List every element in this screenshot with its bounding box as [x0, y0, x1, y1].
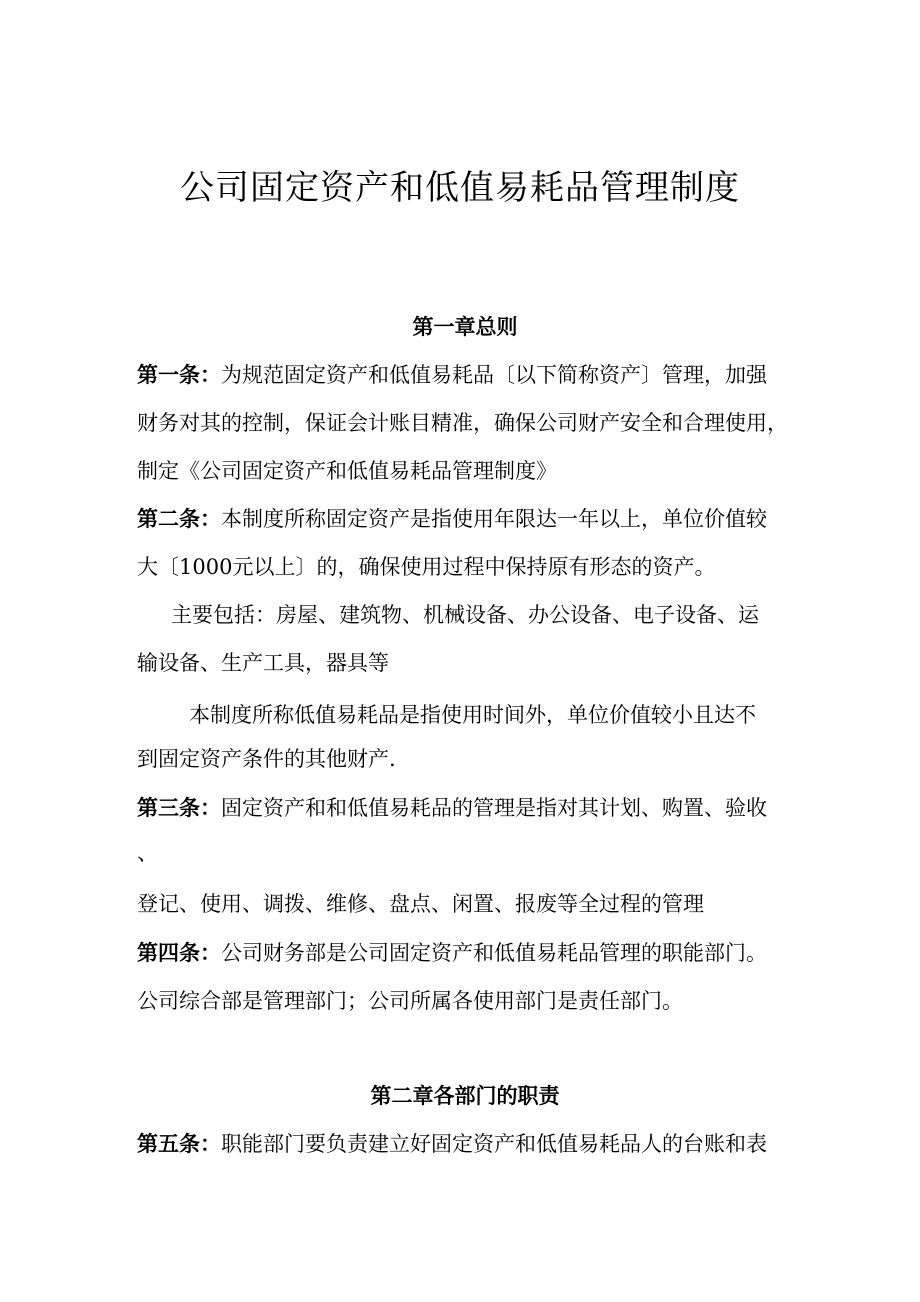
article-2-line-1 [137, 502, 837, 536]
article-2-label: 第二条： [137, 506, 221, 531]
chapter-1-heading: 第一章总则 [412, 314, 518, 339]
article-3-line-1 [137, 791, 837, 825]
article-3-label: 第三条： [137, 795, 221, 820]
article-2-line-4: 输设备、生产工具，器具等 [137, 651, 389, 675]
article-4-label: 第四条： [137, 940, 221, 965]
article-5-text-1: 职能部门要负责建立好固定资产和低值易耗品人的台账和表 [221, 1132, 767, 1156]
article-2-line-5: 本制度所称低值易耗品是指使用时间外，单位价值较小且达不 [189, 703, 756, 727]
chapter-2-heading: 第二章各部门的职责 [370, 1083, 560, 1108]
article-3-line-3: 登记、使用、调拨、维修、盘点、闲置、报废等全过程的管理 [137, 892, 704, 916]
article-2-line-3: 主要包括：房屋、建筑物、机械设备、办公设备、电子设备、运 [171, 603, 759, 627]
article-2-line-6: 到固定资产条件的其他财产. [137, 747, 396, 771]
article-4-text-1: 公司财务部是公司固定资产和低值易耗品管理的职能部门。 [221, 941, 767, 965]
article-2-text-1: 本制度所称固定资产是指使用年限达一年以上，单位价值较 [221, 507, 767, 531]
article-1-label: 第一条： [137, 362, 221, 387]
article-1-line-1 [137, 358, 837, 392]
article-3-line-2: 、 [137, 841, 158, 865]
article-4-line-1 [137, 936, 837, 970]
article-1-line-3: 制定《公司固定资产和低值易耗品管理制度》 [137, 459, 557, 483]
article-5-line-1 [137, 1127, 837, 1161]
article-3-text-1: 固定资产和和低值易耗品的管理是指对其计划、购置、验收 [221, 796, 767, 820]
article-2-line-2: 大〔1000元以上〕的，确保使用过程中保持原有形态的资产。 [137, 555, 716, 579]
article-1-line-2: 财务对其的控制，保证会计账目精准，确保公司财产安全和合理使用， [137, 411, 788, 435]
article-4-line-2: 公司综合部是管理部门；公司所属各使用部门是责任部门。 [137, 989, 683, 1013]
article-1-text-1: 为规范固定资产和低值易耗品〔以下简称资产〕管理，加强 [221, 363, 767, 387]
article-5-label: 第五条： [137, 1131, 221, 1156]
document-title: 公司固定资产和低值易耗品管理制度 [180, 168, 740, 208]
